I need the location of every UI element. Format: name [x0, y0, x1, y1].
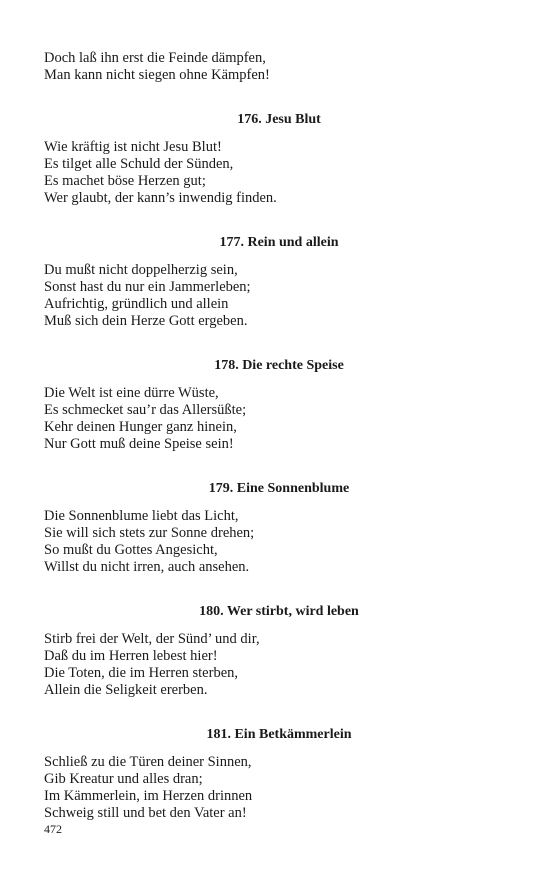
poem-title: 177. Rein und allein — [219, 235, 339, 250]
poem-181 — [44, 726, 514, 822]
poem-title: 176. Jesu Blut — [237, 112, 321, 127]
poem-title: 179. Eine Sonnenblume — [208, 481, 350, 496]
page-number: 472 — [44, 822, 62, 836]
verse-line: Muß sich dein Herze Gott ergeben. — [44, 313, 248, 329]
verse-line: Sie will sich stets zur Sonne drehen; — [44, 525, 255, 541]
verse-line: Stirb frei der Welt, der Sünd’ und dir, — [44, 631, 260, 647]
verse-line: Schweig still und bet den Vater an! — [44, 805, 247, 821]
verse-line: Schließ zu die Türen deiner Sinnen, — [44, 754, 252, 770]
verse-line: Sonst hast du nur ein Jammerleben; — [44, 279, 251, 295]
poem-title: 181. Ein Betkämmerlein — [206, 727, 352, 742]
verse-line: Aufrichtig, gründlich und allein — [44, 296, 229, 312]
poem-180 — [44, 603, 514, 699]
verse-line: Doch laß ihn erst die Feinde dämpfen, — [44, 50, 266, 66]
verse-line: Die Welt ist eine dürre Wüste, — [44, 385, 219, 401]
poem-176 — [44, 111, 514, 207]
verse-line: Gib Kreatur und alles dran; — [44, 771, 203, 787]
poem-title: 180. Wer stirbt, wird leben — [199, 604, 359, 619]
verse-line: Allein die Seligkeit ererben. — [44, 682, 208, 698]
verse-line: Wer glaubt, der kann’s inwendig finden. — [44, 190, 277, 206]
page-content — [44, 50, 514, 822]
poem-title: 178. Die rechte Speise — [214, 358, 344, 373]
poem-177 — [44, 234, 514, 330]
verse-line: Kehr deinen Hunger ganz hinein, — [44, 419, 237, 435]
verse-line: Im Kämmerlein, im Herzen drinnen — [44, 788, 253, 804]
verse-line: Daß du im Herren lebest hier! — [44, 648, 218, 664]
poem-179 — [44, 480, 514, 576]
verse-line: Nur Gott muß deine Speise sein! — [44, 436, 234, 452]
verse-line: Du mußt nicht doppelherzig sein, — [44, 262, 238, 278]
verse-line: Wie kräftig ist nicht Jesu Blut! — [44, 139, 222, 155]
verse-line: So mußt du Gottes Angesicht, — [44, 542, 218, 558]
verse-line: Willst du nicht irren, auch ansehen. — [44, 559, 250, 575]
verse-line: Es schmecket sau’r das Allersüßte; — [44, 402, 247, 418]
verse-line: Die Toten, die im Herren sterben, — [44, 665, 239, 681]
verse-line: Die Sonnenblume liebt das Licht, — [44, 508, 239, 524]
poem-continuation — [44, 50, 514, 84]
poem-178 — [44, 357, 514, 453]
verse-line: Man kann nicht siegen ohne Kämpfen! — [44, 67, 270, 83]
verse-line: Es tilget alle Schuld der Sünden, — [44, 156, 234, 172]
verse-line: Es machet böse Herzen gut; — [44, 173, 206, 189]
